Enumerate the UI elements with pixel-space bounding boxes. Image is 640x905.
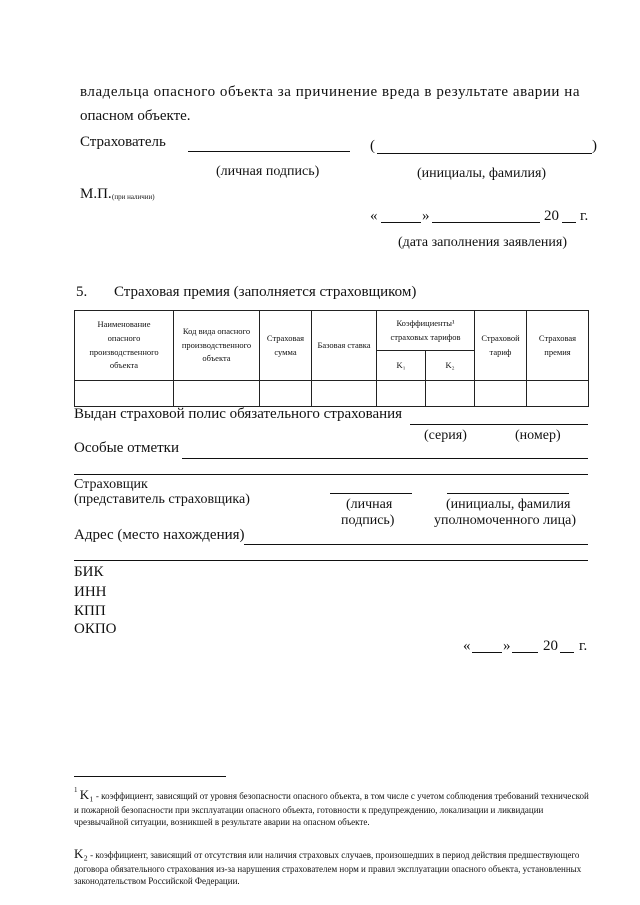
premium-table [74,310,589,407]
header-object-code: Код вида опасного производственного объекта [174,311,260,381]
bottom-date-day-field[interactable] [472,652,502,653]
header-object-name: Наименование опасного производственного объекта [75,311,174,381]
header-k1: K₁ [377,351,426,381]
date-caption: (дата заполнения заявления) [398,235,568,250]
header-insured-sum: Страховая сумма [260,311,312,381]
bottom-date-year-prefix: 20 [543,638,558,654]
footnote-separator [74,776,226,777]
date-year-suffix: г. [580,208,589,224]
header-k2: K₂ [426,351,475,381]
paren-open: ( [370,138,375,154]
bottom-date-open-quote: « [463,638,471,654]
footnote-k2 [74,845,594,887]
seal-label: М.П. [80,186,112,202]
insurer-representative-label: (представитель страховщика) [74,492,250,507]
header-tariff: Страховой тариф [475,311,527,381]
cell-premium[interactable] [527,381,589,407]
bottom-date-year-suffix: г. [579,638,588,654]
footnote-k1-text: - коэффициент, зависящий от уровня безопасности опасного объекта, в том числе с учетом соблюдения требований технической и пожарной безопасности при эксплуатации опасного объекта, готовности к предупреждению, локализации и ликвидации чрезвычайной ситуации, возникшей в результате аварии на опасном объекте. [74,791,589,827]
bottom-date-year-field[interactable] [560,652,574,653]
address-line-2[interactable] [74,560,588,561]
date-open-quote: « [370,208,378,224]
cell-base-rate[interactable] [312,381,377,407]
cell-insured-sum[interactable] [260,381,312,407]
bik-label: БИК [74,564,104,580]
insurer-signature-line[interactable] [330,493,412,494]
series-caption: (серия) [424,428,467,443]
seal-note: (при наличии) [112,193,155,201]
footnote-k2-symbol: K₂ [74,846,88,861]
header-premium: Страховая премия [527,311,589,381]
header-base-rate: Базовая ставка [312,311,377,381]
footnote-k2-text: - коэффициент, зависящий от отсутствия или наличия страховых случаев, произошедших в период действия предшествующего договора обязательного страхования из-за нарушения страхователем норм и правил эксплуатации опасного объекта, установленных законодательством Российской Федерации. [74,850,582,886]
address-line[interactable] [244,544,588,545]
footnote-marker: 1 [74,786,78,794]
issued-policy-label: Выдан страховой полис обязательного страхования [74,406,403,422]
insurant-name-line[interactable] [377,153,592,154]
insurer-name-caption-2: уполномоченного лица) [434,513,576,528]
special-marks-line[interactable] [182,458,588,459]
cell-object-name[interactable] [75,381,174,407]
body-text-line-2: опасном объекте. [80,108,191,124]
signature-caption: (личная подпись) [216,164,320,179]
footnote-k1 [74,786,594,828]
date-year-field[interactable] [562,222,576,223]
special-marks-line-2[interactable] [74,474,588,475]
address-label: Адрес (место нахождения) [74,527,245,543]
okpo-label: ОКПО [74,621,117,637]
inn-label: ИНН [74,584,107,600]
cell-k1[interactable] [377,381,426,407]
insurer-signature-caption-1: (личная [346,497,393,512]
policy-number-line[interactable] [410,424,588,425]
name-caption: (инициалы, фамилия) [417,166,547,181]
cell-k2[interactable] [426,381,475,407]
bottom-date-close-quote: » [503,638,511,654]
date-close-quote: » [422,208,430,224]
table-header-row [75,311,589,351]
bottom-date-month-field[interactable] [512,652,538,653]
insurer-name-caption-1: (инициалы, фамилия [446,497,571,512]
cell-tariff[interactable] [475,381,527,407]
date-day-field[interactable] [381,222,421,223]
special-marks-label: Особые отметки [74,440,179,456]
kpp-label: КПП [74,603,106,619]
paren-close: ) [592,138,597,154]
section-title: Страховая премия (заполняется страховщиком) [114,284,417,300]
cell-object-code[interactable] [174,381,260,407]
insurer-label: Страховщик [74,477,148,492]
body-text-line-1: владельца опасного объекта за причинение вреда в результате аварии на [80,84,581,100]
insurant-label: Страхователь [80,134,166,150]
insurer-name-line[interactable] [447,493,569,494]
footnote-k1-symbol: K₁ [79,787,94,802]
insurant-signature-line[interactable] [188,151,350,152]
section-number: 5. [76,284,88,300]
date-year-prefix: 20 [544,208,559,224]
date-month-field[interactable] [432,222,540,223]
header-coefficients: Коэффициенты¹ страховых тарифов [377,311,475,351]
insurer-signature-caption-2: подпись) [341,513,395,528]
table-row [75,381,589,407]
number-caption: (номер) [515,428,561,443]
